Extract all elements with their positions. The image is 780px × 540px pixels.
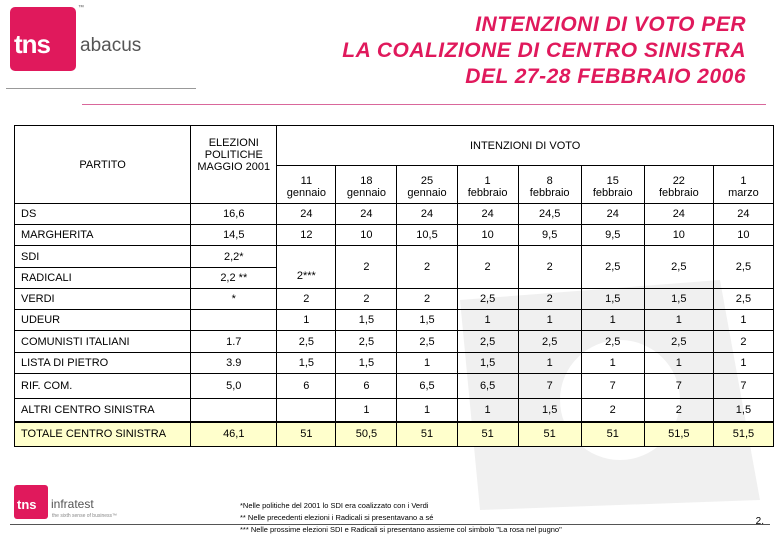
value-cell: 2	[518, 289, 581, 310]
value-cell: 24,5	[518, 204, 581, 225]
value-cell: 1	[713, 310, 773, 331]
date-month: febbraio	[467, 187, 508, 199]
value-cell: 1	[397, 353, 457, 374]
party-cell: ALTRI CENTRO SINISTRA	[15, 399, 191, 422]
merged-value-cell: 2	[457, 246, 518, 289]
logo-brand-small: tns	[17, 497, 37, 512]
value-cell: 2,5	[644, 331, 713, 353]
logo-divider	[6, 88, 196, 89]
value-cell: 6	[277, 374, 336, 399]
value-cell: 1,5	[581, 289, 644, 310]
merged-value-cell: 2	[518, 246, 581, 289]
slide-title	[342, 12, 746, 90]
value-cell: 2,5	[457, 289, 518, 310]
date-header	[457, 166, 518, 204]
election-cell: 3.9	[191, 353, 277, 374]
date-month: marzo	[728, 187, 759, 199]
value-cell: 2,5	[581, 331, 644, 353]
merged-value-cell: 2***	[277, 246, 336, 289]
date-header	[518, 166, 581, 204]
table-row	[15, 289, 774, 310]
value-cell: 24	[397, 204, 457, 225]
party-cell: SDI	[15, 246, 191, 268]
tns-abacus-logo	[10, 7, 200, 89]
total-value-cell: 51	[581, 422, 644, 447]
party-cell: COMUNISTI ITALIANI	[15, 331, 191, 353]
value-cell: 1,5	[336, 353, 397, 374]
value-cell: 2,5	[277, 331, 336, 353]
tns-infratest-logo	[14, 485, 144, 525]
value-cell: 1,5	[457, 353, 518, 374]
value-cell: 24	[457, 204, 518, 225]
value-cell: 1	[336, 399, 397, 422]
date-header	[644, 166, 713, 204]
date-header	[277, 166, 336, 204]
value-cell: 24	[713, 204, 773, 225]
value-cell: 1	[713, 353, 773, 374]
merged-value-cell: 2	[336, 246, 397, 289]
election-cell: *	[191, 289, 277, 310]
title-line-2: LA COALIZIONE DI CENTRO SINISTRA	[342, 39, 746, 62]
bottom-divider	[10, 524, 770, 525]
table-row	[15, 204, 774, 225]
value-cell: 6	[336, 374, 397, 399]
footnote-3: *** Nelle prossime elezioni SDI e Radicali si presentano assieme col simbolo "La rosa nel pugno"	[240, 525, 562, 534]
value-cell: 1	[581, 353, 644, 374]
date-day: 1	[740, 175, 747, 187]
value-cell: 1,5	[277, 353, 336, 374]
header-election: ELEZIONI POLITICHE MAGGIO 2001	[191, 126, 277, 204]
total-value-cell: 51,5	[713, 422, 773, 447]
vote-intentions-table	[14, 125, 774, 447]
election-cell: 1.7	[191, 331, 277, 353]
total-value-cell: 51	[277, 422, 336, 447]
value-cell: 1	[457, 310, 518, 331]
footnote-2: ** Nelle precedenti elezioni i Radicali si presentavano a sé	[240, 513, 434, 522]
date-day: 18	[360, 175, 373, 187]
page-number: 2.	[755, 516, 764, 527]
value-cell: 10	[457, 225, 518, 246]
value-cell: 9,5	[518, 225, 581, 246]
date-month: febbraio	[592, 187, 633, 199]
logo-sub-small: infratest	[51, 497, 94, 511]
total-row	[15, 422, 774, 447]
total-party-cell: TOTALE CENTRO SINISTRA	[15, 422, 191, 447]
value-cell: 2	[336, 289, 397, 310]
footnote-1: *Nelle politiche del 2001 lo SDI era coalizzato con i Verdi	[240, 501, 429, 510]
value-cell: 10	[713, 225, 773, 246]
value-cell: 24	[336, 204, 397, 225]
value-cell	[277, 399, 336, 422]
party-cell: RIF. COM.	[15, 374, 191, 399]
value-cell: 1	[457, 399, 518, 422]
value-cell: 1	[397, 399, 457, 422]
value-cell: 1,5	[397, 310, 457, 331]
value-cell: 1	[644, 353, 713, 374]
value-cell: 1,5	[644, 289, 713, 310]
header-row-1	[15, 126, 774, 166]
header-party: PARTITO	[15, 126, 191, 204]
value-cell: 2,5	[457, 331, 518, 353]
value-cell: 1,5	[518, 399, 581, 422]
date-header	[336, 166, 397, 204]
logo-tagline: the sixth sense of business™	[52, 513, 118, 519]
value-cell: 2	[581, 399, 644, 422]
value-cell: 7	[518, 374, 581, 399]
party-cell: MARGHERITA	[15, 225, 191, 246]
table-row	[15, 225, 774, 246]
value-cell: 6,5	[457, 374, 518, 399]
merged-value-cell: 2,5	[581, 246, 644, 289]
total-election-cell: 46,1	[191, 422, 277, 447]
party-cell: DS	[15, 204, 191, 225]
date-month: gennaio	[346, 187, 386, 199]
date-day: 22	[672, 175, 685, 187]
value-cell: 1	[277, 310, 336, 331]
value-cell: 7	[581, 374, 644, 399]
total-value-cell: 51,5	[644, 422, 713, 447]
election-cell: 14,5	[191, 225, 277, 246]
value-cell: 1,5	[336, 310, 397, 331]
election-cell	[191, 310, 277, 331]
total-value-cell: 50,5	[336, 422, 397, 447]
value-cell: 1	[644, 310, 713, 331]
logo-square-small	[14, 485, 48, 519]
value-cell: 1,5	[713, 399, 773, 422]
value-cell: 2,5	[397, 331, 457, 353]
table-row	[15, 310, 774, 331]
party-cell: RADICALI	[15, 268, 191, 289]
date-month: febbraio	[658, 187, 699, 199]
date-day: 1	[484, 175, 491, 187]
date-header	[397, 166, 457, 204]
total-value-cell: 51	[397, 422, 457, 447]
election-cell: 5,0	[191, 374, 277, 399]
party-cell: LISTA DI PIETRO	[15, 353, 191, 374]
value-cell: 10,5	[397, 225, 457, 246]
value-cell: 10	[336, 225, 397, 246]
footnotes	[240, 500, 562, 536]
total-value-cell: 51	[457, 422, 518, 447]
value-cell: 2	[644, 399, 713, 422]
date-month: febbraio	[529, 187, 570, 199]
party-cell: UDEUR	[15, 310, 191, 331]
election-cell: 16,6	[191, 204, 277, 225]
value-cell: 6,5	[397, 374, 457, 399]
merged-value-cell: 2,5	[713, 246, 773, 289]
value-cell: 7	[644, 374, 713, 399]
date-header	[713, 166, 773, 204]
value-cell: 1	[518, 310, 581, 331]
election-cell: 2,2*	[191, 246, 277, 268]
date-day: 8	[546, 175, 553, 187]
value-cell: 1	[581, 310, 644, 331]
date-day: 25	[420, 175, 434, 187]
value-cell: 1	[518, 353, 581, 374]
title-line-1: INTENZIONI DI VOTO PER	[475, 13, 746, 36]
value-cell: 24	[581, 204, 644, 225]
value-cell: 2,5	[518, 331, 581, 353]
value-cell: 10	[644, 225, 713, 246]
title-line-3: DEL 27-28 FEBBRAIO 2006	[465, 65, 746, 88]
logo-trademark: ™	[78, 5, 84, 11]
value-cell: 9,5	[581, 225, 644, 246]
value-cell: 24	[644, 204, 713, 225]
date-day: 11	[300, 175, 313, 187]
party-cell: VERDI	[15, 289, 191, 310]
header-intentions: INTENZIONI DI VOTO	[277, 126, 774, 166]
date-month: gennaio	[407, 187, 447, 199]
table-row	[15, 399, 774, 422]
election-cell: 2,2 **	[191, 268, 277, 289]
logo-brand: tns	[14, 29, 50, 59]
date-month: gennaio	[286, 187, 326, 199]
value-cell: 7	[713, 374, 773, 399]
value-cell: 2	[713, 331, 773, 353]
value-cell: 2	[397, 289, 457, 310]
logo-square	[10, 7, 76, 71]
table-row	[15, 331, 774, 353]
value-cell: 24	[277, 204, 336, 225]
table-row	[15, 374, 774, 399]
value-cell: 12	[277, 225, 336, 246]
merged-value-cell: 2	[397, 246, 457, 289]
total-value-cell: 51	[518, 422, 581, 447]
date-day: 15	[606, 175, 619, 187]
title-divider	[82, 104, 766, 105]
table-row	[15, 353, 774, 374]
date-header	[581, 166, 644, 204]
value-cell: 2	[277, 289, 336, 310]
value-cell: 2,5	[336, 331, 397, 353]
value-cell: 2,5	[713, 289, 773, 310]
election-cell	[191, 399, 277, 422]
logo-sub: abacus	[80, 35, 142, 56]
table-row	[15, 246, 774, 268]
merged-value-cell: 2,5	[644, 246, 713, 289]
